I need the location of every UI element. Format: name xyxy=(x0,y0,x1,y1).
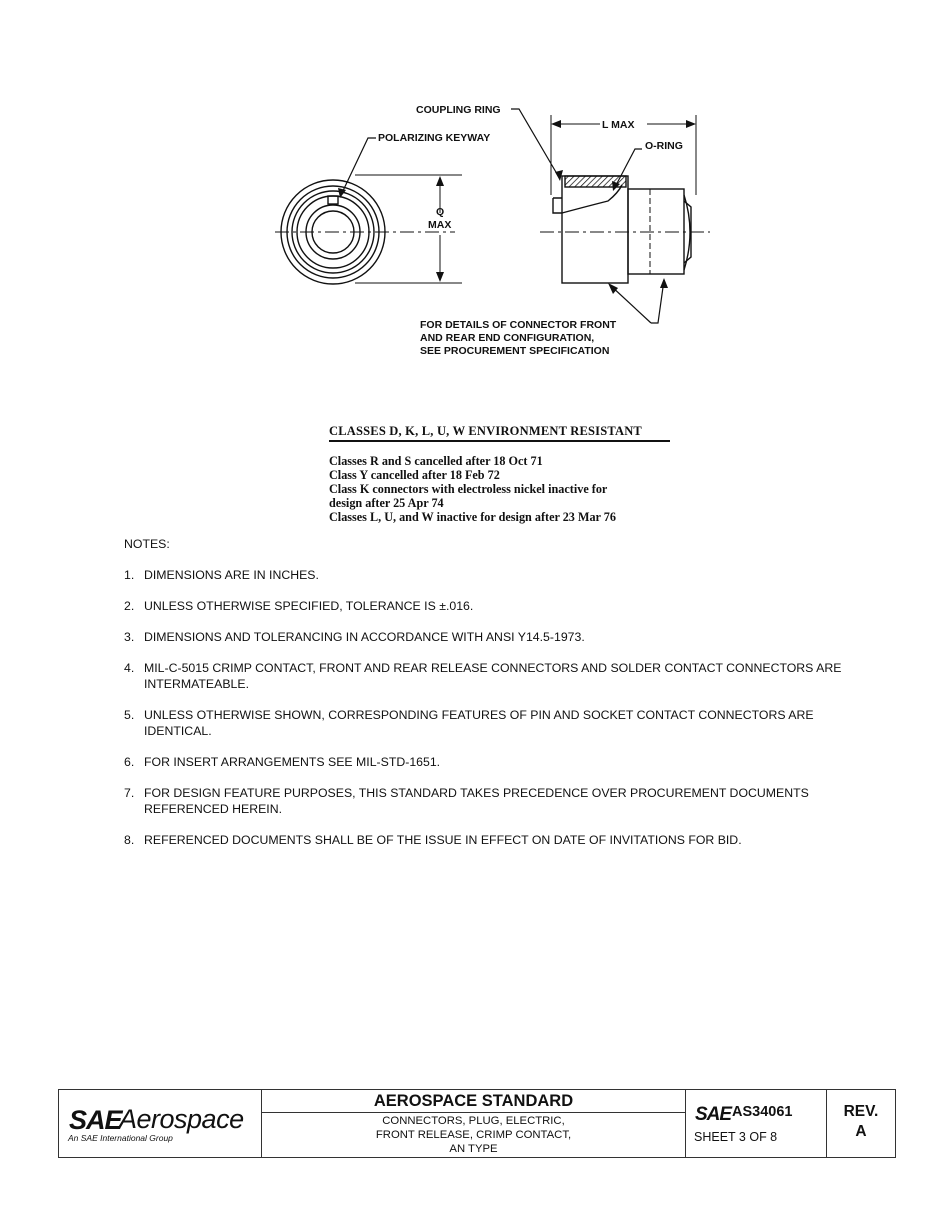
note-item xyxy=(124,629,854,645)
note-number: 2. xyxy=(124,599,135,613)
o-ring-label: O-RING xyxy=(645,140,683,152)
note-text: DIMENSIONS ARE IN INCHES. xyxy=(144,568,319,582)
logo-sae-mark: SAE xyxy=(69,1105,122,1135)
sheet-number: SHEET 3 OF 8 xyxy=(694,1130,778,1144)
classes-line: design after 25 Apr 74 xyxy=(329,496,444,510)
polarizing-keyway-label: POLARIZING KEYWAY xyxy=(378,132,491,144)
note-number: 3. xyxy=(124,630,135,644)
description-line: CONNECTORS, PLUG, ELECTRIC, xyxy=(382,1115,565,1127)
note-number: 7. xyxy=(124,786,135,800)
note-text: MIL-C-5015 CRIMP CONTACT, FRONT AND REAR RELEASE CONNECTORS AND SOLDER CONTACT CONNECTORS ARE INTERMATEABLE. xyxy=(144,661,842,691)
note-number: 4. xyxy=(124,661,135,675)
logo-aerospace-text: Aerospace xyxy=(119,1104,244,1134)
note-number: 8. xyxy=(124,833,135,847)
details-note-line2: AND REAR END CONFIGURATION, xyxy=(420,332,595,344)
note-text: FOR INSERT ARRANGEMENTS SEE MIL-STD-1651. xyxy=(144,755,441,769)
note-text: DIMENSIONS AND TOLERANCING IN ACCORDANCE WITH ANSI Y14.5-1973. xyxy=(144,630,585,644)
notes-list xyxy=(124,567,854,848)
logo-tagline: An SAE International Group xyxy=(68,1133,173,1143)
description-line: AN TYPE xyxy=(449,1143,498,1155)
note-item xyxy=(124,754,854,770)
q-label: Q xyxy=(436,206,445,218)
note-item xyxy=(124,660,854,692)
note-item xyxy=(124,567,854,583)
note-text: UNLESS OTHERWISE SHOWN, CORRESPONDING FEATURES OF PIN AND SOCKET CONTACT CONNECTORS ARE IDENTICAL. xyxy=(144,708,814,738)
document-number-cell xyxy=(686,1090,827,1157)
title-block xyxy=(58,1089,896,1158)
revision-cell xyxy=(827,1090,895,1157)
standard-description xyxy=(262,1113,685,1156)
notes-section xyxy=(124,537,854,863)
classes-line: Classes L, U, and W inactive for design after 23 Mar 76 xyxy=(329,510,616,524)
description-line: FRONT RELEASE, CRIMP CONTACT, xyxy=(375,1129,572,1141)
note-number: 1. xyxy=(124,568,135,582)
note-number: 5. xyxy=(124,708,135,722)
note-item xyxy=(124,707,854,739)
note-item xyxy=(124,785,854,817)
details-note-line1: FOR DETAILS OF CONNECTOR FRONT xyxy=(420,319,617,331)
connector-drawing xyxy=(270,95,720,365)
note-number: 6. xyxy=(124,755,135,769)
notes-title: NOTES: xyxy=(124,537,170,551)
note-item xyxy=(124,832,854,848)
sae-small-logo: SAE xyxy=(695,1104,732,1125)
revision-label: REV. xyxy=(843,1103,879,1120)
classes-line: Class Y cancelled after 18 Feb 72 xyxy=(329,468,500,482)
standard-title: AEROSPACE STANDARD xyxy=(262,1090,685,1113)
revision-value: A xyxy=(855,1123,867,1140)
l-max-label: L MAX xyxy=(602,119,635,131)
classes-heading: CLASSES D, K, L, U, W ENVIRONMENT RESISTANT xyxy=(329,424,670,442)
q-max-label: MAX xyxy=(428,219,452,231)
coupling-ring-label: COUPLING RING xyxy=(416,104,501,116)
sae-aerospace-logo xyxy=(59,1090,262,1157)
note-item xyxy=(124,598,854,614)
standard-title-cell xyxy=(262,1090,686,1157)
note-text: UNLESS OTHERWISE SPECIFIED, TOLERANCE IS ±.016. xyxy=(144,599,474,613)
note-text: FOR DESIGN FEATURE PURPOSES, THIS STANDARD TAKES PRECEDENCE OVER PROCUREMENT DOCUMENTS REFERENCED HEREIN. xyxy=(144,786,809,816)
classes-line: Class K connectors with electroless nickel inactive for xyxy=(329,482,608,496)
details-note-line3: SEE PROCUREMENT SPECIFICATION xyxy=(420,345,610,357)
classes-line: Classes R and S cancelled after 18 Oct 71 xyxy=(329,454,543,468)
note-text: REFERENCED DOCUMENTS SHALL BE OF THE ISSUE IN EFFECT ON DATE OF INVITATIONS FOR BID. xyxy=(144,833,742,847)
classes-block xyxy=(329,424,689,524)
document-number: AS34061 xyxy=(732,1104,793,1120)
